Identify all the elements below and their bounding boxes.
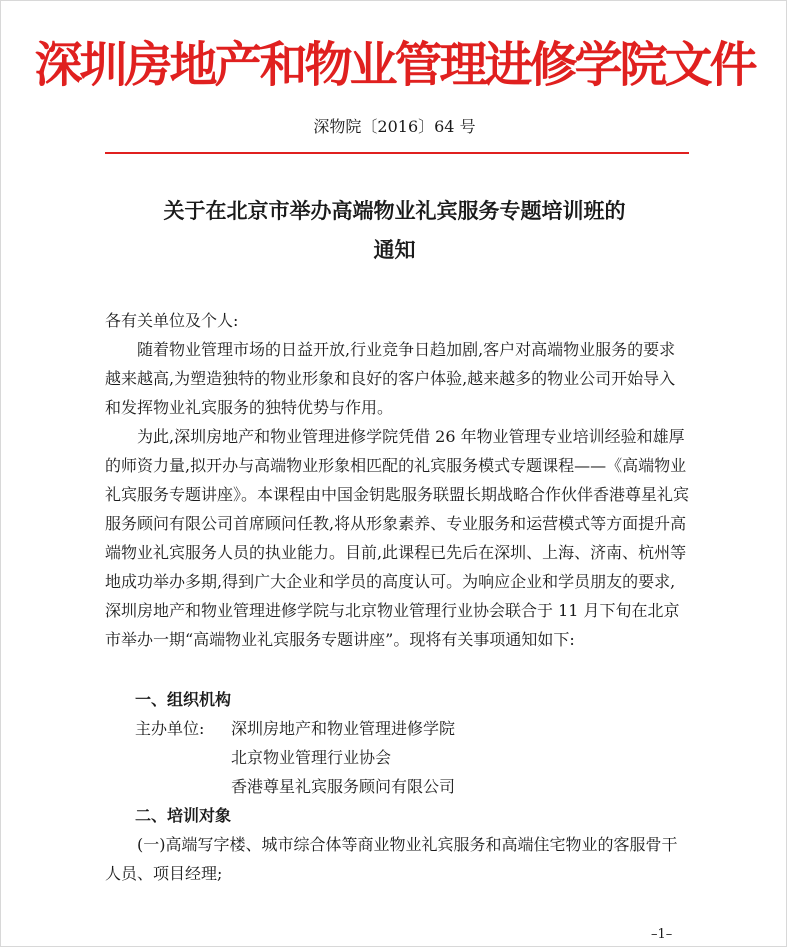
paragraph-1-text: 随着物业管理市场的日益开放,行业竞争日趋加剧,客户对高端物业服务的要求越来越高,为塑造独特的物业形象和良好的客户体验,越来越多的物业公司开始导入和发挥物业礼宾服务的独特优势与作用。: [105, 340, 676, 417]
organizer-item: 深圳房地产和物业管理进修学院: [231, 719, 456, 738]
document-number: 深物院〔2016〕64 号: [313, 117, 476, 136]
red-divider-line: [105, 152, 689, 154]
greeting: [105, 306, 691, 335]
organizer-label: 主办单位:: [135, 719, 205, 738]
target-item-1-text: (一)高端写字楼、城市综合体等商业物业礼宾服务和高端住宅物业的客服骨干人员、项目经理;: [105, 835, 678, 883]
paragraph-2: [105, 422, 691, 654]
page-number: –1–: [651, 927, 673, 942]
section-2-heading: 二、培训对象: [135, 806, 232, 825]
issuer-title: 深圳房地产和物业管理进修学院文件: [34, 37, 755, 93]
paragraph-1: [105, 335, 691, 422]
greeting-text: 各有关单位及个人:: [105, 311, 239, 330]
organizer-item: 香港尊星礼宾服务顾问有限公司: [231, 777, 456, 796]
organizer-item: 北京物业管理行业协会: [231, 748, 392, 767]
section-1-heading: 一、组织机构: [135, 690, 232, 709]
target-item-1: [105, 830, 691, 888]
notice-title-line-2: 通知: [373, 237, 416, 262]
notice-title-line-1: 关于在北京市举办高端物业礼宾服务专题培训班的: [163, 198, 626, 223]
paragraph-2-text: 为此,深圳房地产和物业管理进修学院凭借 26 年物业管理专业培训经验和雄厚的师资力量,拟开办与高端物业形象相匹配的礼宾服务模式专题课程——《高端物业礼宾服务专题讲座》。本课程由中国金钥匙服务联盟长期战略合作伙伴香港尊星礼宾服务顾问有限公司首席顾问任教,将从形象素养、专业服务和运营模式等方面提升高端物业礼宾服务人员的执业能力。目前,此课程已先后在深圳、上海、济南、杭州等地成功举办多期,得到广大企业和学员的高度认可。为响应企业和学员朋友的要求,深圳房地产和物业管理进修学院与北京物业管理行业协会联合于 11 月下旬在北京市举办一期“高端物业礼宾服务专题讲座”。现将有关事项通知如下:: [105, 427, 690, 649]
